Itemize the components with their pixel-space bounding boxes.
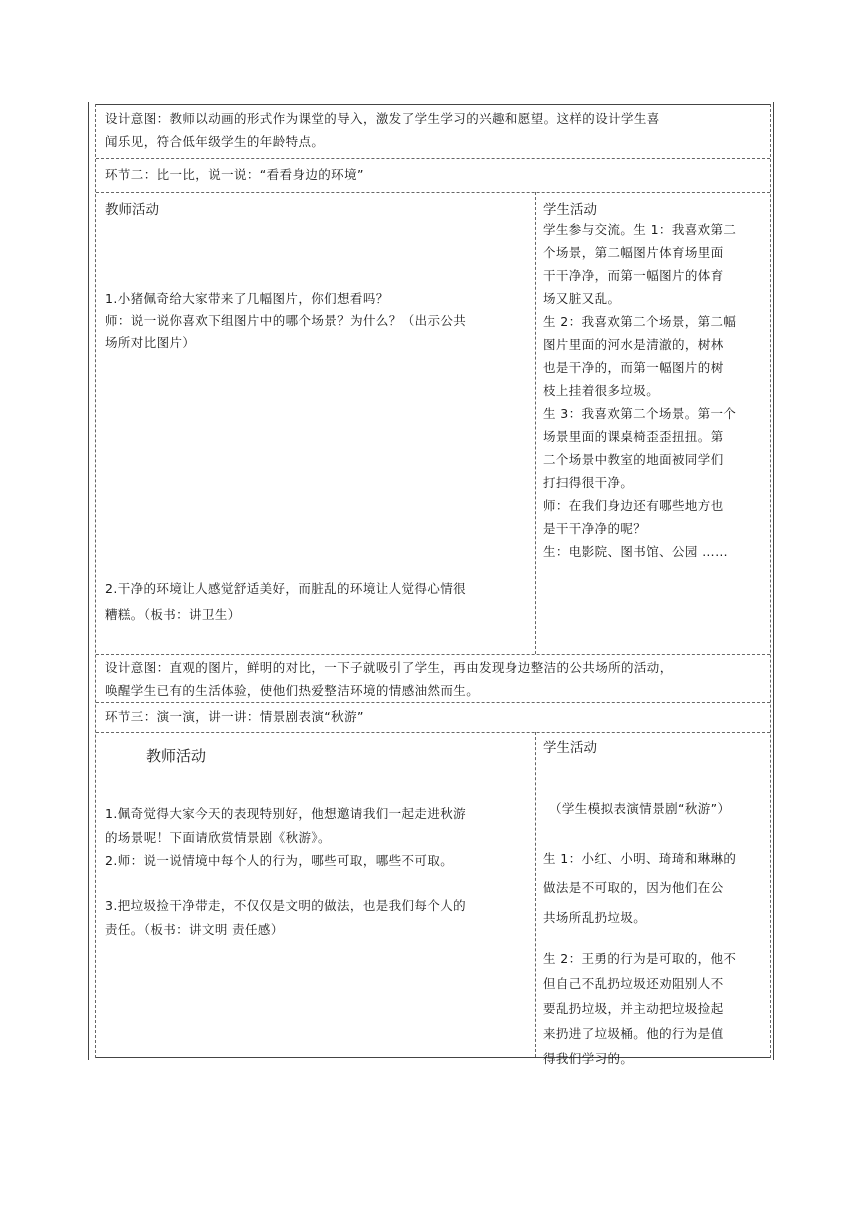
teacher-line: 的场景呢！下面请欣赏情景剧《秋游》。 xyxy=(105,830,331,845)
teacher-line: 2.干净的环境让人感觉舒适美好，而脏乱的环境让人觉得心情很 xyxy=(105,581,467,596)
section2-teacher-header: 教师活动 xyxy=(105,202,159,218)
teacher-line: 1.佩奇觉得大家今天的表现特别好，他想邀请我们一起走进秋游 xyxy=(105,806,467,821)
student-line: 也是干净的，而第一幅图片的树 xyxy=(543,360,724,375)
teacher-line: 2.师：说一说情境中每个人的行为，哪些可取，哪些不可取。 xyxy=(105,853,454,868)
student-line: 是干干净净的呢？ xyxy=(543,521,647,536)
row-divider xyxy=(96,702,770,703)
section3-student-intro: （学生模拟表演情景剧“秋游”） xyxy=(549,801,731,816)
row-divider xyxy=(96,654,770,655)
section3-title: 环节三：演一演，讲一讲：情景剧表演“秋游” xyxy=(105,709,364,724)
student-line: 来扔进了垃圾桶。他的行为是值 xyxy=(543,1026,724,1041)
section3-student-header: 学生活动 xyxy=(543,740,597,756)
section2-student-header: 学生活动 xyxy=(543,202,597,218)
student-line: 生 1：小红、小明、琦琦和琳琳的 xyxy=(543,851,737,866)
student-line: 生：电影院、图书馆、公园 …… xyxy=(543,544,728,559)
row-divider xyxy=(96,732,770,733)
row-divider xyxy=(96,192,770,193)
student-line: 生 3：我喜欢第二个场景。第一个 xyxy=(543,406,737,421)
student-line: 场又脏又乱。 xyxy=(543,291,621,306)
section2-title: 环节二：比一比，说一说：“看看身边的环境” xyxy=(105,167,364,182)
design-intent-2-line: 设计意图：直观的图片，鲜明的对比，一下子就吸引了学生，再由发现身边整洁的公共场所的活动， xyxy=(105,660,673,675)
student-line: 生 2：王勇的行为是可取的，他不 xyxy=(543,951,737,966)
teacher-line: 糟糕。（板书：讲卫生） xyxy=(105,607,241,622)
student-line: 共场所乱扔垃圾。 xyxy=(543,910,647,925)
table-outer-border-right xyxy=(773,102,774,1060)
section3-teacher-header: 教师活动 xyxy=(146,747,207,765)
student-line: 得我们学习的。 xyxy=(543,1051,634,1066)
student-line: 要乱扔垃圾，并主动把垃圾捡起 xyxy=(543,1001,724,1016)
student-line: 枝上挂着很多垃圾。 xyxy=(543,383,660,398)
student-line: 生 2：我喜欢第二个场景，第二幅 xyxy=(543,314,737,329)
student-line: 打扫得很干净。 xyxy=(543,475,634,490)
student-line: 干干净净，而第一幅图片的体育 xyxy=(543,268,724,283)
design-intent-1-line: 闻乐见，符合低年级学生的年龄特点。 xyxy=(105,134,325,149)
student-line: 做法是不可取的，因为他们在公 xyxy=(543,880,724,895)
student-line: 个场景，第二幅图片体育场里面 xyxy=(543,245,724,260)
teacher-line: 责任。（板书：讲文明 责任感） xyxy=(105,922,284,937)
design-intent-2-line: 唤醒学生已有的生活体验，使他们热爱整洁环境的情感油然而生。 xyxy=(105,683,480,698)
table-bottom-border xyxy=(96,1057,770,1058)
teacher-line: 师：说一说你喜欢下组图片中的哪个场景？为什么？（出示公共 xyxy=(105,313,467,328)
student-line: 但自己不乱扔垃圾还劝阻别人不 xyxy=(543,976,724,991)
lesson-plan-table xyxy=(95,104,771,1066)
design-intent-1-line: 设计意图：教师以动画的形式作为课堂的导入，激发了学生学习的兴趣和愿望。这样的设计学生喜 xyxy=(105,111,660,126)
row-divider xyxy=(96,158,770,159)
student-line: 师：在我们身边还有哪些地方也 xyxy=(543,498,724,513)
student-line: 图片里面的河水是清澈的，树林 xyxy=(543,337,724,352)
table-outer-border-left xyxy=(88,102,89,1060)
student-line: 二个场景中教室的地面被同学们 xyxy=(543,452,724,467)
teacher-line: 3.把垃圾捡干净带走，不仅仅是文明的做法，也是我们每个人的 xyxy=(105,898,467,913)
table-top-border xyxy=(96,104,770,105)
column-divider xyxy=(535,732,536,1057)
student-line: 学生参与交流。生 1：我喜欢第二 xyxy=(543,222,737,237)
column-divider xyxy=(535,192,536,654)
teacher-line: 1.小猪佩奇给大家带来了几幅图片，你们想看吗？ xyxy=(105,291,389,306)
student-line: 场景里面的课桌椅歪歪扭扭。第 xyxy=(543,429,724,444)
teacher-line: 场所对比图片） xyxy=(105,335,196,350)
